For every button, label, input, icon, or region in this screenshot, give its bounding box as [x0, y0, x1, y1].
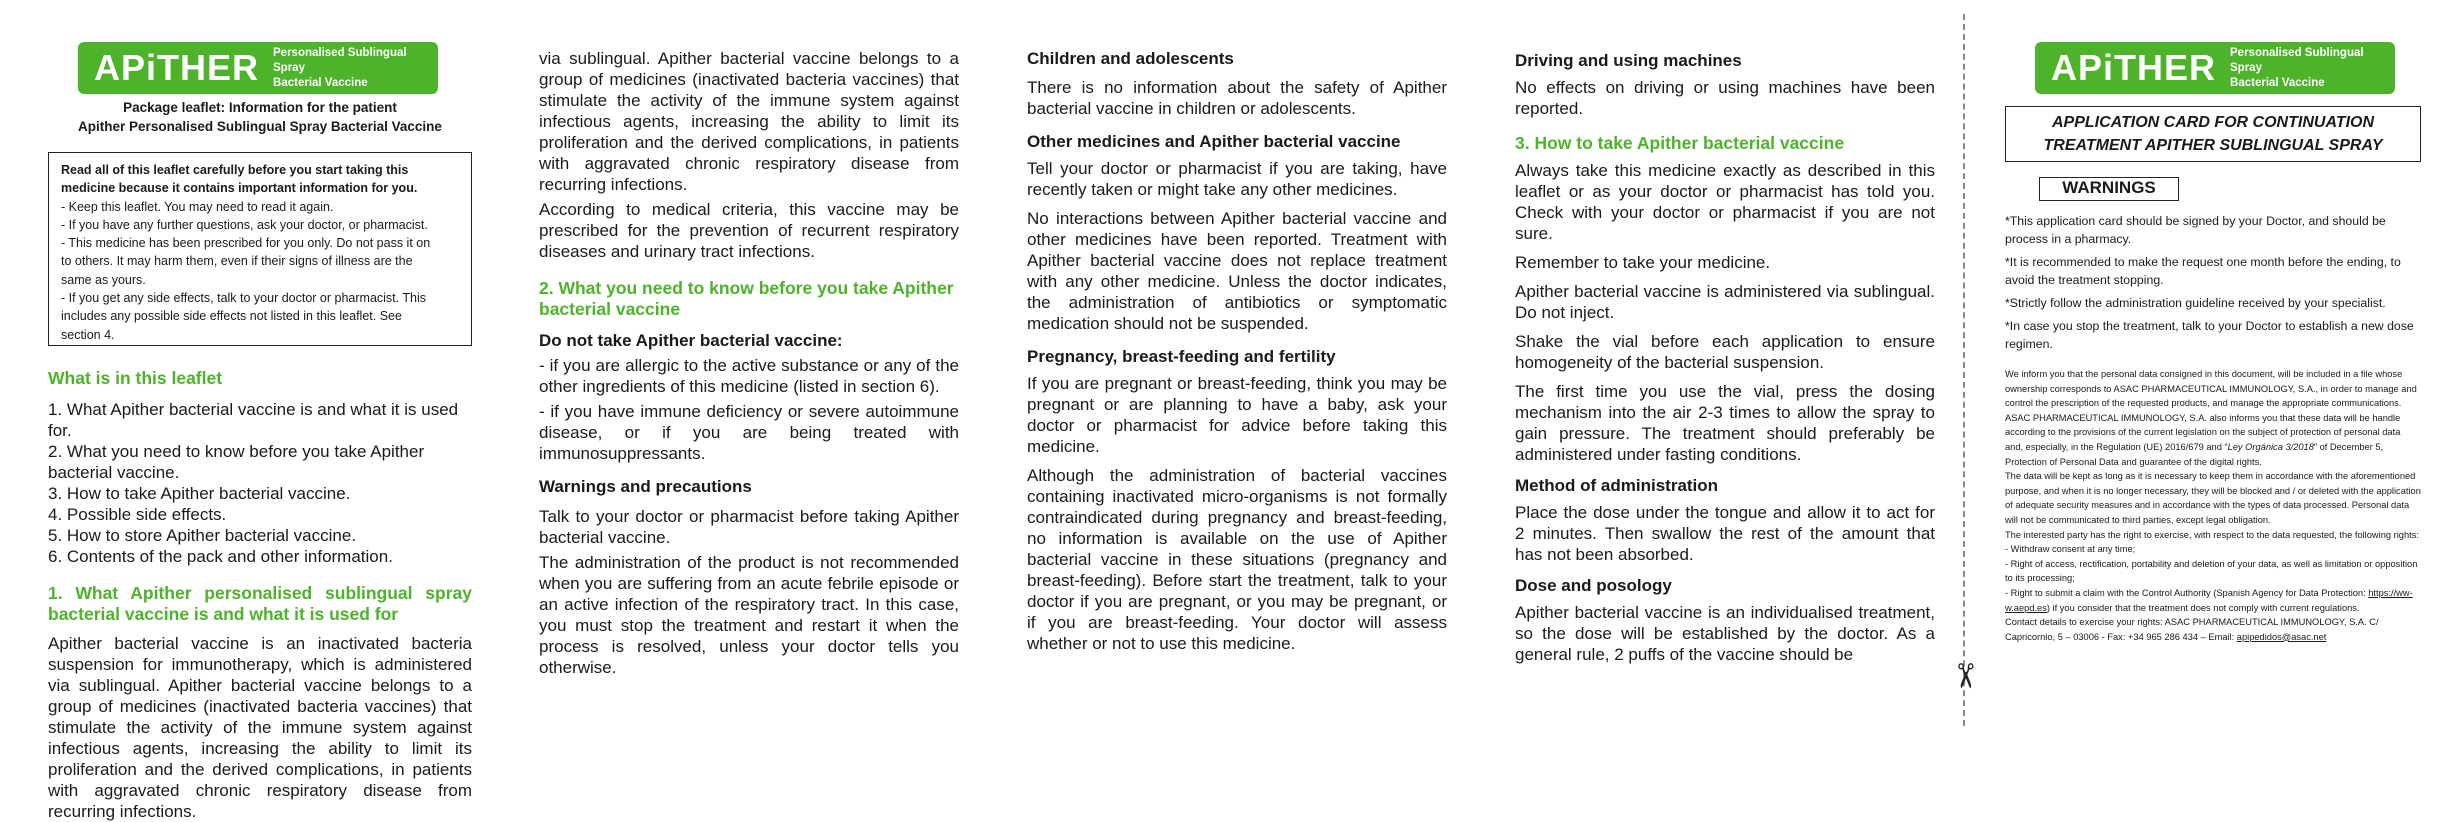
brand-name: APiTHER: [94, 47, 260, 88]
driving-text: No effects on driving or using machines have been reported.: [1515, 78, 1935, 118]
brand-logo: [78, 42, 438, 94]
do-not-take-2: - if you have immune deficiency or severe autoimmune disease, or if you are being treated with immunosuppressants.: [539, 402, 959, 463]
card-brand-logo: [2035, 42, 2395, 94]
section-1-continued: via sublingual. Apither bacterial vaccine belongs to a group of medicines (inactivated bacteria vaccines) that stimulate the activity of the immune system against infectious agents, increasing the ability to limit its proliferation and the derived complications, in patients with aggravated chronic respiratory disease from recurring infections.: [539, 49, 959, 194]
pregnancy-1: If you are pregnant or breast-feeding, think you may be pregnant or are planning to have a baby, ask your doctor or pharmacist for advice before taking this medicine.: [1027, 374, 1447, 456]
method-text: Place the dose under the tongue and allow it to act for 2 minutes. Then swallow the rest of the amount that has not been absorbed.: [1515, 503, 1935, 564]
card-brand-subtitle: Personalised Sublingual Spray Bacterial Vaccine: [2230, 46, 2364, 89]
do-not-take-heading: Do not take Apither bacterial vaccine:: [539, 331, 843, 350]
list-item: 2. What you need to know before you take Apither bacterial vaccine.: [48, 442, 425, 482]
privacy-text: We inform you that the personal data consigned in this document, will be included in a file whose ownership corresponds to ASAC PHARMACEUTICAL IMMUNOLOGY, S.A., in order to manage and control the prescription of the requested products, and manage the appropriate communications. ASAC PHARMACEUTICAL IMMUNOLOGY, S.A. also informs you that these data will be handle according to the provisions of the current legislation on the subject of protection of personal data and, especially, in the Regulation (UE) 2016/679 and “Ley Orgánica 3/2018” of December 5, Protection of Personal Data and guarantee of the digital rights.: [2005, 369, 2417, 467]
card-note: *It is recommended to make the request one month before the ending, to avoid the treatment stopping.: [2005, 255, 2401, 287]
card-title: APPLICATION CARD FOR CONTINUATION TREATMENT APITHER SUBLINGUAL SPRAY: [2005, 106, 2421, 162]
privacy-right-access: - Right of access, rectification, portability and deletion of your data, as well as limitation or opposition to its processing;: [2005, 558, 2418, 584]
privacy-rights: The interested party has the right to exercise, with respect to the data requested, the following rights:: [2005, 529, 2419, 540]
do-not-take-1: - if you are allergic to the active substance or any of the other ingredients of this medicine (listed in section 6).: [539, 356, 959, 396]
privacy-right-withdraw: - Withdraw consent at any time;: [2005, 544, 2136, 555]
card-brand-name: APiTHER: [2051, 47, 2217, 88]
column-4: [1515, 50, 1935, 675]
pregnancy-2: Although the administration of bacterial vaccines containing inactivated micro-organisms is not formally contraindicated during pregnancy and breast-feeding, no information is available on the use of Apither bacterial vaccine in these situations (pregnancy and breast-feeding). Before start the treatment, talk to your doctor if you are pregnant, or you may be pregnant, or if you are breast-feeding. Your doctor will assess whether or not to use this medicine.: [1027, 466, 1447, 653]
contents-heading: What is in this leaflet: [48, 368, 223, 388]
section-3-p1: Always take this medicine exactly as described in this leaflet or as your doctor or pharmacist has told you. Check with your doctor or pharmacist if you are not sure.: [1515, 161, 1935, 243]
section-3-heading: 3. How to take Apither bacterial vaccine: [1515, 133, 1845, 153]
card-note: *Strictly follow the administration guideline received by your specialist.: [2005, 296, 2386, 310]
leaflet-title: Package leaflet: Information for the patient Apither Personalised Sublingual Spray Bacterial Vaccine: [78, 100, 442, 134]
column-2: [539, 48, 959, 688]
section-2-heading: 2. What you need to know before you take Apither bacterial vaccine: [539, 278, 954, 319]
section-1-criteria: According to medical criteria, this vaccine may be prescribed for the prevention of recurrent respiratory diseases and urinary tract infections.: [539, 200, 959, 261]
privacy-retention: The data will be kept as long as it is necessary to keep them in accordance with the aforementioned purpose, and when it is no longer necessary, they will be blocked and / or deleted with the application of adequate security measures and in accordance with the types of data processed. Personal data will not be communicated to third parties, except legal obligation.: [2005, 471, 2421, 525]
children-text: There is no information about the safety of Apither bacterial vaccine in children or adolescents.: [1027, 78, 1447, 118]
other-medicines-heading: Other medicines and Apither bacterial vaccine: [1027, 132, 1401, 151]
card-note: *In case you stop the treatment, talk to your Doctor to establish a new dose regimen.: [2005, 319, 2414, 351]
brand-subtitle: Personalised Sublingual Spray Bacterial Vaccine: [273, 46, 407, 89]
section-3-p2: Remember to take your medicine.: [1515, 253, 1771, 272]
list-item: 3. How to take Apither bacterial vaccine.: [48, 484, 351, 503]
list-item: 6. Contents of the pack and other information.: [48, 547, 393, 566]
contact-email-link[interactable]: apipedidos@asac.net: [2236, 631, 2327, 642]
dose-heading: Dose and posology: [1515, 576, 1672, 595]
section-3-p4: Shake the vial before each application to ensure homogeneity of the bacterial suspension.: [1515, 332, 1935, 372]
aepd-link[interactable]: https://ww-w.aepd.es: [2005, 587, 2413, 613]
list-item: 4. Possible side effects.: [48, 505, 227, 524]
warnings-heading: Warnings and precautions: [539, 477, 752, 496]
section-3-p3: Apither bacterial vaccine is administered via sublingual. Do not inject.: [1515, 282, 1935, 322]
method-heading: Method of administration: [1515, 476, 1719, 495]
privacy-contact: Contact details to exercise your rights: ASAC PHARMACEUTICAL IMMUNOLOGY, S.A. C/ Capricornio, 5 – 03006 - Fax: +34 965 286 434 – Email: apipedidos@asac.net: [2005, 617, 2379, 642]
scissors-icon: ✂: [1945, 661, 1984, 691]
section-3-p5: The first time you use the vial, press the dosing mechanism into the air 2-3 times to allow the spray to gain pressure. The treatment should preferably be administered under fasting conditions.: [1515, 382, 1935, 464]
notice-box: Read all of this leaflet carefully before you start taking this medicine because it contains important information for you. - Keep this leaflet. You may need to read it again. - If you have any further questions, ask your doctor, or pharmacist. - This medicine has been prescribed for you only. Do not pass it on to others. It may harm them, even if their signs of illness are the same as yours. - If you get any side effects, talk to your doctor or pharmacist. This includes any possible side effects not listed in this leaflet. See section 4.: [48, 152, 472, 346]
section-1-heading: 1. What Apither personalised sublingual spray bacterial vaccine is and what it is used for: [48, 583, 472, 624]
pregnancy-heading: Pregnancy, breast-feeding and fertility: [1027, 347, 1336, 366]
section-1-intro: Apither bacterial vaccine is an inactivated bacteria suspension for immunotherapy, which is administered via sublingual. Apither bacterial vaccine belongs to a group of medicines (inactivated bacteria vaccines) that stimulate the activity of the immune system against infectious agents, increasing the ability to limit its proliferation and the derived complications, in patients with aggravated chronic respiratory disease from recurring infections.: [48, 634, 472, 821]
warnings-1: Talk to your doctor or pharmacist before taking Apither bacterial vaccine.: [539, 507, 959, 547]
cut-line: [1963, 14, 1965, 726]
driving-heading: Driving and using machines: [1515, 51, 1742, 70]
card-note: *This application card should be signed by your Doctor, and should be process in a pharmacy.: [2005, 214, 2386, 246]
children-heading: Children and adolescents: [1027, 49, 1234, 68]
list-item: 5. How to store Apither bacterial vaccine.: [48, 526, 357, 545]
other-medicines-2: No interactions between Apither bacterial vaccine and other medicines have been reported. Treatment with Apither bacterial vaccine does not replace treatment with any other medicine. Unless the doctor indicates, the administration of antibiotics or symptomatic medication should not be suspended.: [1027, 209, 1447, 333]
other-medicines-1: Tell your doctor or pharmacist if you are taking, have recently taken or might take any other medicines.: [1027, 159, 1447, 199]
privacy-right-claim: - Right to submit a claim with the Control Authority (Spanish Agency for Data Protection: https://ww-w.aepd.es) if you consider that the treatment does not comply with current regulations.: [2005, 587, 2413, 613]
warnings-label: WARNINGS: [2039, 177, 2179, 201]
warnings-2: The administration of the product is not recommended when you are suffering from an acute febrile episode or an active infection of the respiratory tract. In this case, you must stop the treatment and restart it when the process is resolved, unless your doctor tells you otherwise.: [539, 553, 959, 677]
list-item: 1. What Apither bacterial vaccine is and what it is used for.: [48, 400, 459, 440]
column-3: [1027, 48, 1447, 664]
dose-text: Apither bacterial vaccine is an individualised treatment, so the dose will be established by the doctor. As a general rule, 2 puffs of the vaccine should be: [1515, 603, 1935, 664]
